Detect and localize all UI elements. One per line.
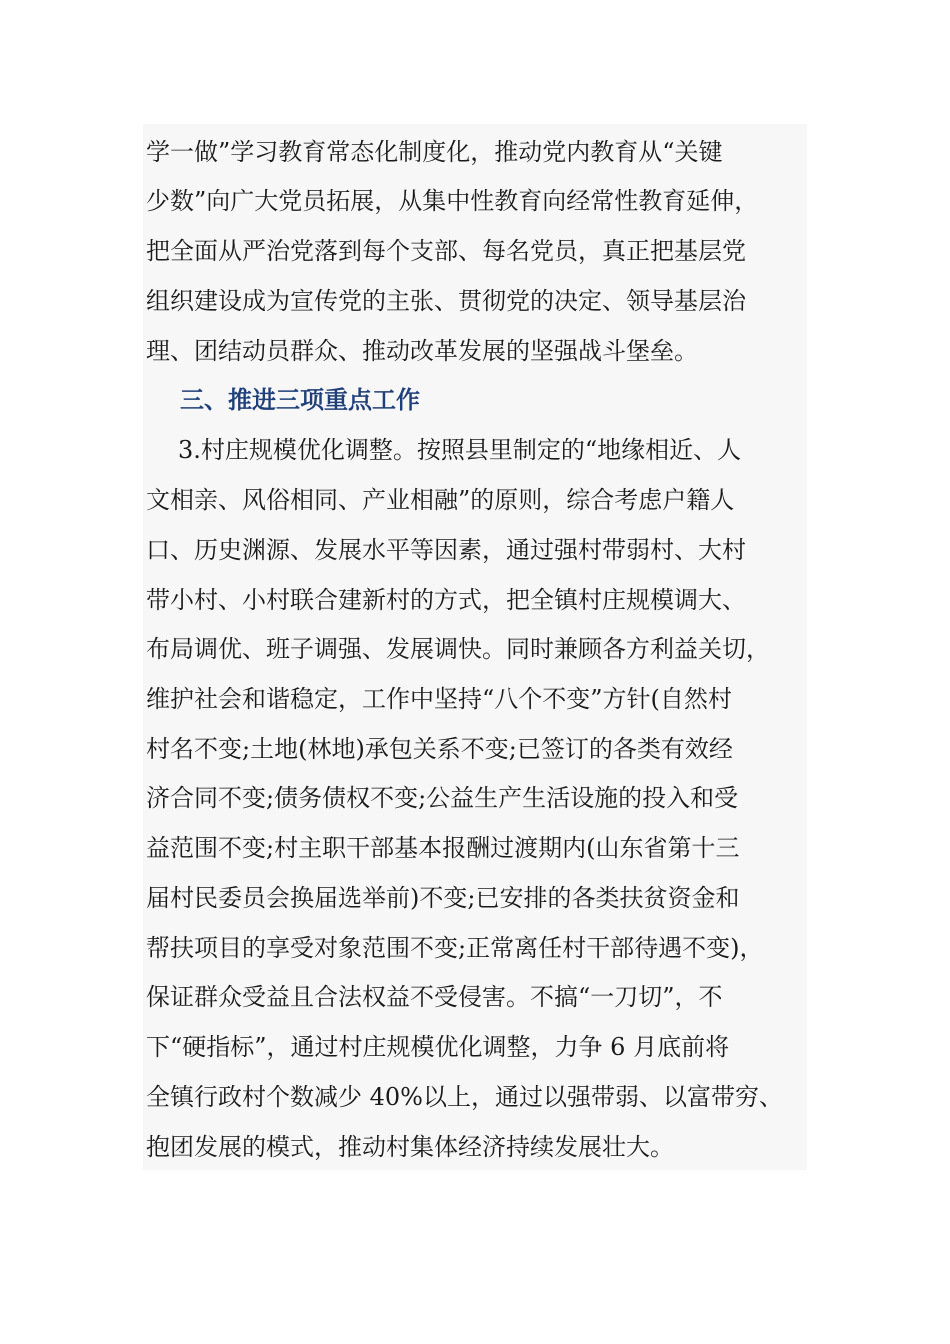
paragraph-line: 全镇行政村个数减少 40%以上，通过以强带弱、以富带穷、 — [146, 1083, 783, 1111]
paragraph-line: 维护社会和谐稳定，工作中坚持“八个不变”方针(自然村 — [146, 685, 732, 713]
paragraph-line: 益范围不变;村主职干部基本报酬过渡期内(山东省第十三 — [146, 834, 740, 862]
paragraph-line: 届村民委员会换届选举前)不变;已安排的各类扶贫资金和 — [146, 884, 740, 912]
paragraph-line: 理、团结动员群众、推动改革发展的坚强战斗堡垒。 — [146, 337, 698, 365]
paragraph-line: 组织建设成为宣传党的主张、贯彻党的决定、领导基层治 — [146, 287, 746, 315]
paragraph-line: 帮扶项目的享受对象范围不变;正常离任村干部待遇不变)， — [146, 934, 764, 962]
paragraph-line: 抱团发展的模式，推动村集体经济持续发展壮大。 — [146, 1133, 674, 1161]
paragraph-line: 把全面从严治党落到每个支部、每名党员，真正把基层党 — [146, 237, 746, 265]
paragraph-line: 口、历史渊源、发展水平等因素，通过强村带弱村、大村 — [146, 536, 746, 564]
paragraph-line: 文相亲、风俗相同、产业相融”的原则，综合考虑户籍人 — [146, 486, 735, 514]
paragraph-line: 3.村庄规模优化调整。按照县里制定的“地缘相近、人 — [178, 436, 742, 464]
paragraph-line: 带小村、小村联合建新村的方式，把全镇村庄规模调大、 — [146, 586, 746, 614]
paragraph-line: 保证群众受益且合法权益不受侵害。不搞“一刀切”，不 — [146, 983, 723, 1011]
paragraph-line: 少数”向广大党员拓展，从集中性教育向经常性教育延伸， — [146, 187, 759, 215]
section-heading: 三、推进三项重点工作 — [180, 386, 420, 414]
paragraph-line: 下“硬指标”，通过村庄规模优化调整，力争 6 月底前将 — [146, 1033, 730, 1061]
paragraph-line: 学一做”学习教育常态化制度化，推动党内教育从“关键 — [146, 138, 723, 166]
paragraph-line: 济合同不变;债务债权不变;公益生产生活设施的投入和受 — [146, 784, 739, 812]
paragraph-line: 村名不变;土地(林地)承包关系不变;已签订的各类有效经 — [146, 735, 733, 763]
paragraph-line: 布局调优、班子调强、发展调快。同时兼顾各方利益关切， — [146, 635, 770, 663]
